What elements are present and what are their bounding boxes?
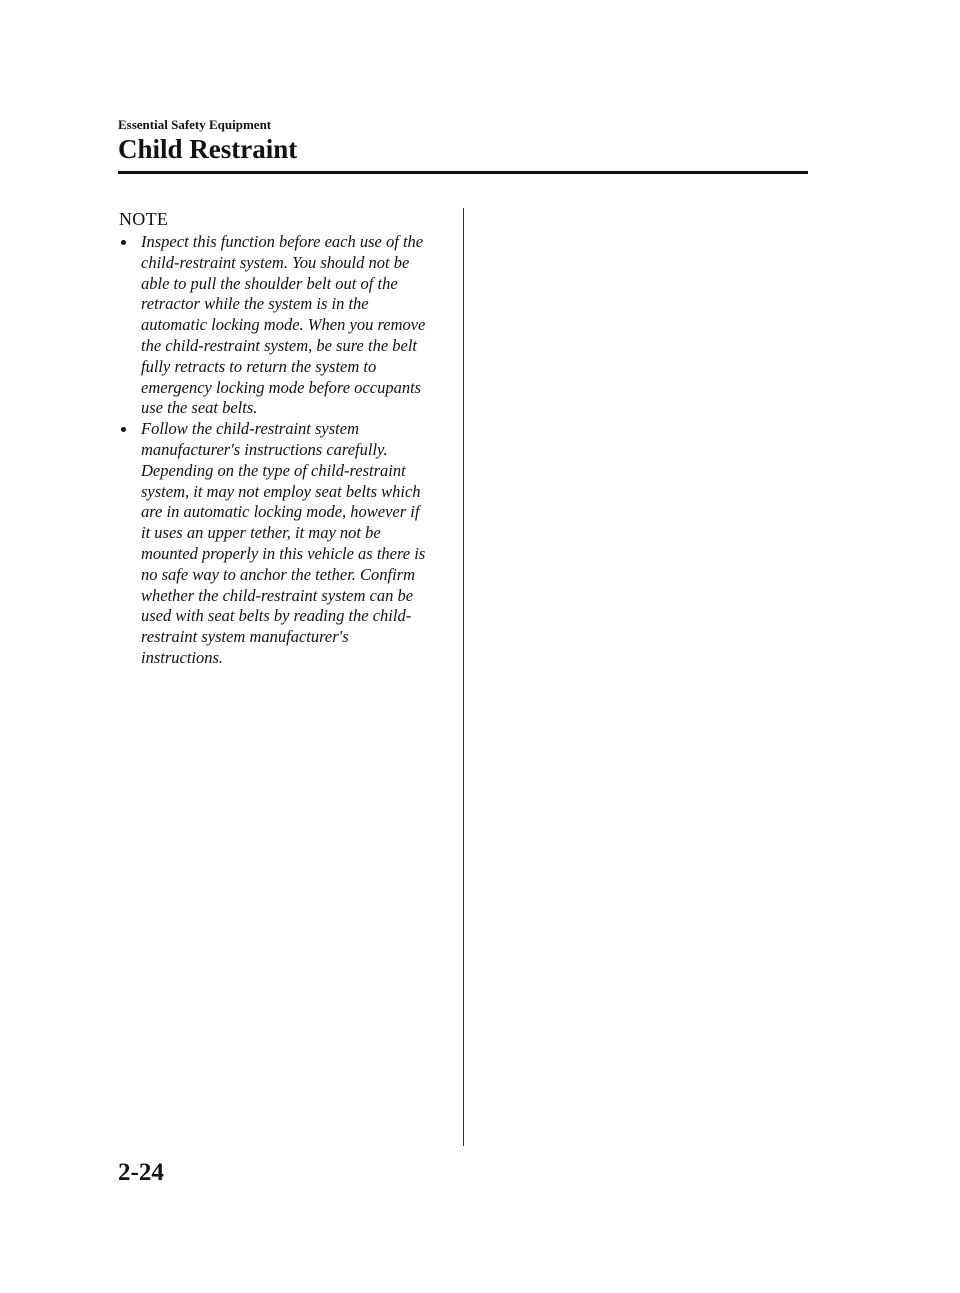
section-label: Essential Safety Equipment	[118, 117, 272, 132]
note-line: Depending on the type of child-restraint	[141, 460, 406, 480]
note-line: instructions.	[141, 647, 224, 667]
note-line: mounted properly in this vehicle as there is	[141, 543, 426, 563]
note-item	[118, 419, 440, 669]
note-list	[118, 232, 440, 669]
note-line: used with seat belts by reading the child-	[141, 606, 412, 626]
note-line: automatic locking mode. When you remove	[141, 315, 426, 335]
page-title: Child Restraint	[118, 134, 298, 164]
note-line: Follow the child-restraint system	[141, 419, 359, 439]
note-line: fully retracts to return the system to	[141, 356, 377, 376]
note-line: are in automatic locking mode, however if	[141, 502, 420, 522]
note-line: child-restraint system. You should not be	[141, 252, 410, 272]
note-line: Inspect this function before each use of the	[141, 232, 424, 251]
note-line: no safe way to anchor the tether. Confirm	[141, 564, 416, 584]
note-line: retractor while the system is in the	[141, 294, 369, 314]
note-line: it uses an upper tether, it may not be	[141, 523, 381, 543]
bullet-icon	[121, 240, 126, 245]
note-item	[118, 232, 440, 419]
note-line: restraint system manufacturer's	[141, 627, 349, 647]
note-line: able to pull the shoulder belt out of the	[141, 273, 398, 293]
note-line: system, it may not employ seat belts which	[141, 481, 421, 501]
title-rule	[118, 171, 808, 174]
note-line: the child-restraint system, be sure the belt	[141, 335, 418, 355]
note-line: whether the child-restraint system can be	[141, 585, 414, 605]
note-line: manufacturer's instructions carefully.	[141, 439, 388, 459]
note-heading: NOTE	[119, 209, 169, 229]
left-column	[118, 208, 440, 669]
note-line: emergency locking mode before occupants	[141, 377, 422, 397]
note-line: use the seat belts.	[141, 398, 258, 418]
bullet-icon	[121, 427, 126, 432]
column-divider	[463, 208, 464, 1146]
page-number: 2-24	[118, 1159, 164, 1186]
